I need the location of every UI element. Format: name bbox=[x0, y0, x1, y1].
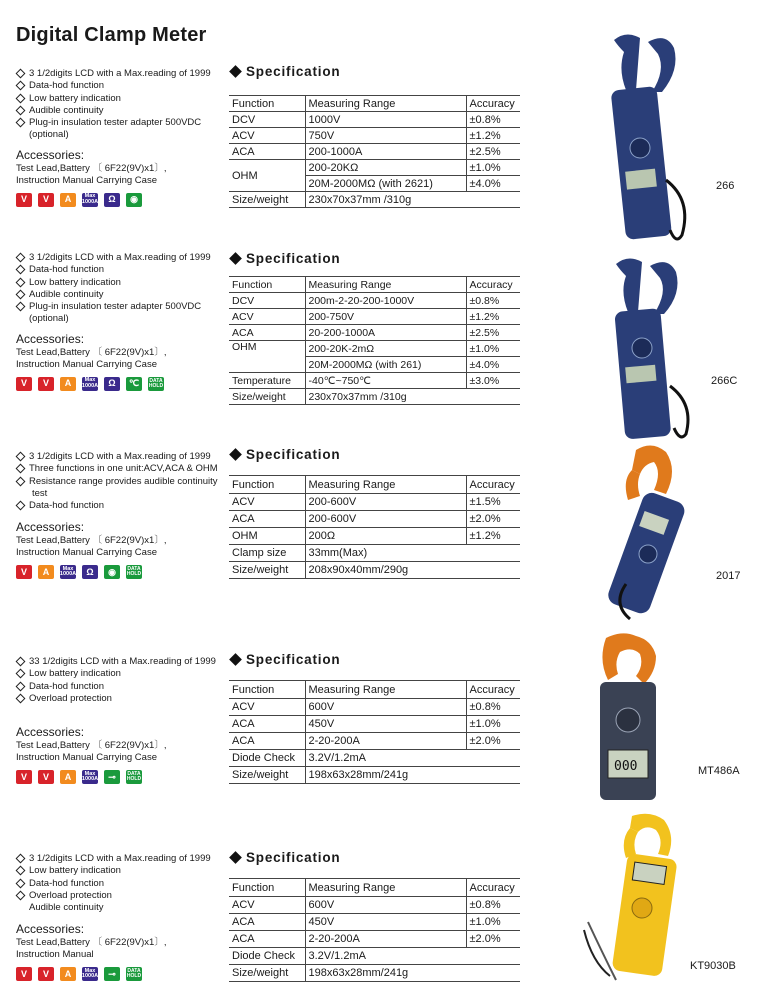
table-row: 20M-2000MΩ (with 2621) ±4.0% bbox=[229, 176, 520, 192]
dcv-icon: V bbox=[16, 377, 32, 391]
diode-icon: ⊸ bbox=[104, 967, 120, 981]
diamond-icon bbox=[16, 69, 26, 79]
table-header-row: Function Measuring Range Accuracy bbox=[229, 879, 520, 897]
diamond-bullet-icon bbox=[229, 653, 242, 666]
feature-continuation: Audible continuity bbox=[29, 902, 104, 914]
dcv-icon: V bbox=[16, 193, 32, 207]
model-label: 2017 bbox=[716, 570, 741, 582]
max-1000a-icon: Max 1000A bbox=[81, 770, 99, 783]
ampere-icon: A bbox=[60, 770, 76, 784]
ohm-icon: Ω bbox=[104, 377, 120, 391]
data-hold-icon: DATA HOLD bbox=[126, 566, 142, 578]
continuity-beep-icon: ◉ bbox=[126, 193, 142, 207]
feature-item: 3 1/2digits LCD with a Max.reading of 1999 bbox=[16, 451, 226, 463]
spec-table bbox=[229, 475, 520, 579]
accessories-title: Accessories: bbox=[16, 520, 85, 535]
diamond-icon bbox=[16, 452, 26, 462]
feature-item: Data-hod function bbox=[16, 500, 226, 512]
feature-item: Data-hod function bbox=[16, 264, 226, 276]
accessories-line: Test Lead,Battery 〔 6F22(9V)x1〕, bbox=[16, 535, 167, 547]
accessories-line: Instruction Manual Carrying Case bbox=[16, 174, 157, 186]
spec-table bbox=[229, 276, 520, 405]
accessories-line: Test Lead,Battery 〔 6F22(9V)x1〕, bbox=[16, 346, 167, 358]
max-1000a-icon: Max 1000A bbox=[59, 565, 77, 578]
table-row: ACV 750V ±1.2% bbox=[229, 128, 520, 144]
table-row: Temperature -40℃~750℃ ±3.0% bbox=[229, 373, 520, 389]
diamond-icon bbox=[16, 669, 26, 679]
clamp-meter-image bbox=[596, 444, 696, 624]
feature-item: Resistance range provides audible continuity bbox=[16, 476, 226, 488]
spec-heading: Specification bbox=[229, 447, 340, 462]
diamond-icon bbox=[16, 253, 26, 263]
model-label: MT486A bbox=[698, 765, 740, 777]
max-1000a-icon: Max 1000A bbox=[81, 377, 99, 389]
diamond-icon bbox=[16, 81, 26, 91]
ampere-icon: A bbox=[60, 377, 76, 391]
ampere-icon: A bbox=[60, 967, 76, 981]
diamond-icon bbox=[16, 476, 26, 486]
diamond-icon bbox=[16, 890, 26, 900]
diamond-bullet-icon bbox=[229, 65, 242, 78]
diamond-icon bbox=[16, 277, 26, 287]
ohm-icon: Ω bbox=[82, 565, 98, 579]
table-header-row: Function Measuring Range Accuracy bbox=[229, 681, 520, 699]
accessories-title: Accessories: bbox=[16, 331, 85, 346]
acv-icon: V bbox=[38, 377, 54, 391]
ampere-icon: A bbox=[60, 193, 76, 207]
feature-item: Audible continuity bbox=[16, 105, 226, 117]
dcv-icon: V bbox=[16, 770, 32, 784]
data-hold-icon: DATA HOLD bbox=[148, 377, 164, 389]
feature-list bbox=[16, 656, 226, 784]
feature-item: Low battery indication bbox=[16, 277, 226, 289]
max-1000a-icon: Max 1000A bbox=[81, 193, 99, 205]
model-label: KT9030B bbox=[690, 960, 736, 972]
table-header-row: Function Measuring Range Accuracy bbox=[229, 277, 520, 293]
accessories-line: Test Lead,Battery 〔 6F22(9V)x1〕, bbox=[16, 740, 167, 752]
feature-item: Low battery indication bbox=[16, 865, 226, 877]
table-row: Diode Check 3.2V/1.2mA bbox=[229, 948, 520, 965]
ampere-icon: A bbox=[38, 565, 54, 579]
diamond-icon bbox=[16, 289, 26, 299]
table-row: ACV 200-600V ±1.5% bbox=[229, 494, 520, 511]
table-row: Size/weight 198x63x28mm/241g bbox=[229, 767, 520, 784]
diamond-icon bbox=[16, 878, 26, 888]
table-row: ACA 2-20-200A ±2.0% bbox=[229, 931, 520, 948]
table-header-row: Function Measuring Range Accuracy bbox=[229, 96, 520, 112]
diamond-icon bbox=[16, 501, 26, 511]
accessories-title: Accessories: bbox=[16, 725, 85, 740]
feature-item: Low battery indication bbox=[16, 93, 226, 105]
table-row: Size/weight 198x63x28mm/241g bbox=[229, 965, 520, 982]
feature-continuation: (optional) bbox=[29, 129, 69, 141]
spec-heading: Specification bbox=[229, 652, 340, 667]
diamond-icon bbox=[16, 302, 26, 312]
table-row: ACA 450V ±1.0% bbox=[229, 914, 520, 931]
accessories-line: Instruction Manual Carrying Case bbox=[16, 358, 157, 370]
accessories-line: Instruction Manual bbox=[16, 949, 94, 961]
spec-table bbox=[229, 95, 520, 208]
diamond-icon bbox=[16, 657, 26, 667]
table-row: OHM 200Ω ±1.2% bbox=[229, 528, 520, 545]
model-label: 266 bbox=[716, 180, 735, 192]
table-row: ACA 450V ±1.0% bbox=[229, 716, 520, 733]
diamond-icon bbox=[16, 693, 26, 703]
accessories-line: Test Lead,Battery 〔 6F22(9V)x1〕, bbox=[16, 937, 167, 949]
acv-icon: V bbox=[38, 967, 54, 981]
accessories-line: Test Lead,Battery 〔 6F22(9V)x1〕, bbox=[16, 162, 167, 174]
feature-item: Audible continuity bbox=[16, 289, 226, 301]
feature-item: Overload protection bbox=[16, 693, 226, 705]
table-row: DCV 1000V ±0.8% bbox=[229, 112, 520, 128]
spec-heading: Specification bbox=[229, 850, 340, 865]
table-row: DCV 200m-2-20-200-1000V ±0.8% bbox=[229, 293, 520, 309]
function-icons bbox=[16, 770, 226, 784]
feature-list bbox=[16, 853, 226, 981]
table-header-row: Function Measuring Range Accuracy bbox=[229, 476, 520, 494]
spec-heading: Specification bbox=[229, 251, 340, 266]
feature-item: Overload protection bbox=[16, 890, 226, 902]
diamond-bullet-icon bbox=[229, 252, 242, 265]
feature-item: Data-hod function bbox=[16, 681, 226, 693]
table-row: OHM 200-20KΩ ±1.0% bbox=[229, 160, 520, 176]
data-hold-icon: DATA HOLD bbox=[126, 968, 142, 980]
feature-continuation: (optional) bbox=[29, 313, 69, 325]
feature-list bbox=[16, 451, 226, 579]
acv-icon: V bbox=[38, 770, 54, 784]
svg-text:000: 000 bbox=[614, 759, 638, 774]
feature-item: Three functions in one unit:ACV,ACA & OHM bbox=[16, 463, 226, 475]
table-row: OHM 200-20K-2mΩ ±1.0% bbox=[229, 341, 520, 357]
diamond-icon bbox=[16, 105, 26, 115]
accessories-title: Accessories: bbox=[16, 147, 85, 162]
feature-item: 3 1/2digits LCD with a Max.reading of 1999 bbox=[16, 853, 226, 865]
accessories-line: Instruction Manual Carrying Case bbox=[16, 547, 157, 559]
acv-icon: V bbox=[16, 565, 32, 579]
clamp-meter-image bbox=[596, 256, 696, 441]
table-row: ACV 200-750V ±1.2% bbox=[229, 309, 520, 325]
feature-list bbox=[16, 252, 226, 391]
continuity-beep-icon: ◉ bbox=[104, 565, 120, 579]
table-row: ACA 200-600V ±2.0% bbox=[229, 511, 520, 528]
diamond-bullet-icon bbox=[229, 851, 242, 864]
diamond-bullet-icon bbox=[229, 448, 242, 461]
spec-heading: Specification bbox=[229, 64, 340, 79]
function-icons bbox=[16, 967, 226, 981]
table-row: Diode Check 3.2V/1.2mA bbox=[229, 750, 520, 767]
table-row: 20M-2000MΩ (with 261) ±4.0% bbox=[229, 357, 520, 373]
dcv-icon: V bbox=[16, 967, 32, 981]
max-1000a-icon: Max 1000A bbox=[81, 967, 99, 980]
feature-item: Low battery indication bbox=[16, 668, 226, 680]
clamp-meter-image bbox=[580, 812, 690, 984]
diode-icon: ⊸ bbox=[104, 770, 120, 784]
function-icons bbox=[16, 193, 226, 207]
diamond-icon bbox=[16, 93, 26, 103]
diamond-icon bbox=[16, 265, 26, 275]
feature-continuation: test bbox=[32, 487, 48, 499]
diamond-icon bbox=[16, 464, 26, 474]
table-row: Size/weight 208x90x40mm/290g bbox=[229, 562, 520, 579]
spec-table bbox=[229, 680, 520, 784]
clamp-meter-image bbox=[592, 632, 672, 804]
clamp-meter-image bbox=[596, 30, 696, 250]
feature-item: Plug-in insulation tester adapter 500VDC bbox=[16, 117, 226, 129]
function-icons bbox=[16, 377, 226, 391]
data-hold-icon: DATA HOLD bbox=[126, 771, 142, 783]
feature-item: 3 1/2digits LCD with a Max.reading of 1999 bbox=[16, 68, 226, 80]
spec-table bbox=[229, 878, 520, 982]
table-row: Size/weight 230x70x37mm /310g bbox=[229, 192, 520, 208]
accessories-line: Instruction Manual Carrying Case bbox=[16, 752, 157, 764]
diamond-icon bbox=[16, 118, 26, 128]
table-row: ACA 20-200-1000A ±2.5% bbox=[229, 325, 520, 341]
feature-item: Plug-in insulation tester adapter 500VDC bbox=[16, 301, 226, 313]
model-label: 266C bbox=[711, 375, 738, 387]
table-row: ACA 200-1000A ±2.5% bbox=[229, 144, 520, 160]
diamond-icon bbox=[16, 681, 26, 691]
feature-item: Data-hod function bbox=[16, 878, 226, 890]
acv-icon: V bbox=[38, 193, 54, 207]
table-row: ACV 600V ±0.8% bbox=[229, 699, 520, 716]
table-row: Clamp size 33mm(Max) bbox=[229, 545, 520, 562]
feature-list bbox=[16, 68, 226, 207]
function-icons bbox=[16, 565, 226, 579]
table-row: ACA 2-20-200A ±2.0% bbox=[229, 733, 520, 750]
feature-item: Data-hod function bbox=[16, 80, 226, 92]
table-row: ACV 600V ±0.8% bbox=[229, 897, 520, 914]
feature-item: 33 1/2digits LCD with a Max.reading of 1999 bbox=[16, 656, 226, 668]
celsius-icon: ℃ bbox=[126, 377, 142, 391]
feature-item: 3 1/2digits LCD with a Max.reading of 1999 bbox=[16, 252, 226, 264]
accessories-title: Accessories: bbox=[16, 922, 85, 937]
page-title: Digital Clamp Meter bbox=[16, 24, 207, 46]
table-row: Size/weight 230x70x37mm /310g bbox=[229, 389, 520, 405]
diamond-icon bbox=[16, 854, 26, 864]
ohm-icon: Ω bbox=[104, 193, 120, 207]
diamond-icon bbox=[16, 866, 26, 876]
